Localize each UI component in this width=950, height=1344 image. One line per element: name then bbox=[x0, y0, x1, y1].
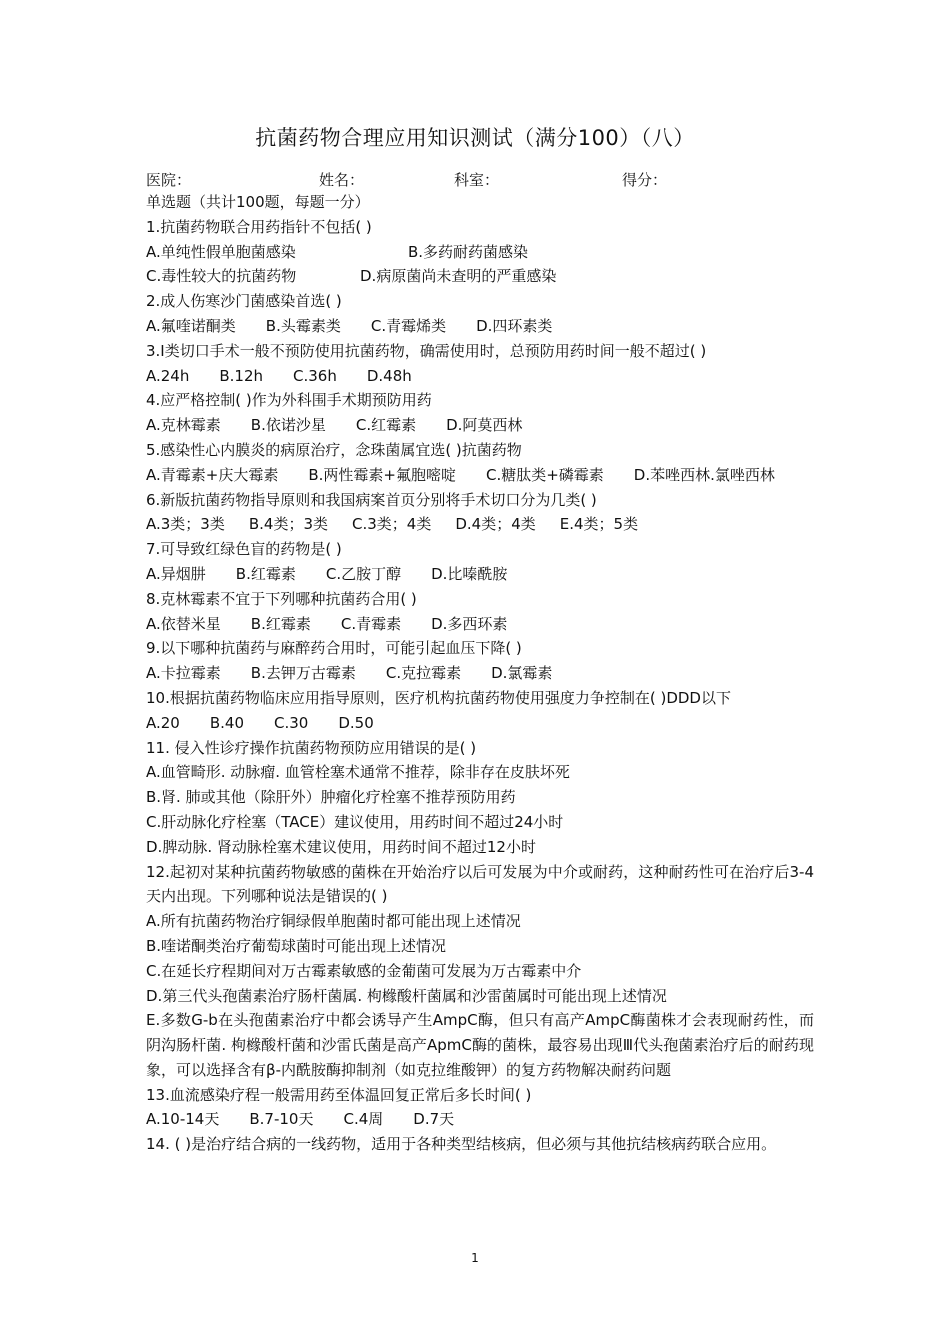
option: A.10-14天 bbox=[146, 1110, 220, 1129]
option: E.4类；5类 bbox=[559, 515, 639, 534]
question-5: 5.感染性心内膜炎的病原治疗，念珠菌属宜选( )抗菌药物 bbox=[146, 440, 522, 459]
option: C.4周 bbox=[343, 1110, 384, 1129]
question-2-options bbox=[146, 314, 814, 339]
question-12-option-a: A.所有抗菌药物治疗铜绿假单胞菌时都可能出现上述情况 bbox=[146, 912, 521, 931]
option: D.7天 bbox=[413, 1110, 455, 1129]
option: D.苯唑西林.氯唑西林 bbox=[633, 465, 775, 484]
question-12-option-b: B.喹诺酮类治疗葡萄球菌时可能出现上述情况 bbox=[146, 936, 447, 955]
question-10: 10.根据抗菌药物临床应用指导原则，医疗机构抗菌药物使用强度力争控制在( )DDD以下 bbox=[146, 688, 731, 707]
question-11-option-a: A.血管畸形. 动脉瘤. 血管栓塞术通常不推荐，除非存在皮肤坏死 bbox=[146, 763, 570, 782]
question-11-option-c: C.肝动脉化疗栓塞（TACE）建议使用，用药时间不超过24小时 bbox=[146, 812, 564, 831]
option: A.克林霉素 bbox=[146, 416, 221, 435]
option: A.单纯性假单胞菌感染 bbox=[146, 242, 296, 261]
option: B.40 bbox=[209, 713, 245, 732]
question-1-options-row2 bbox=[146, 264, 814, 289]
question-12-option-d: D.第三代头孢菌素治疗肠杆菌属. 枸橼酸杆菌属和沙雷菌属时可能出现上述情况 bbox=[146, 986, 667, 1005]
question-12-option-c: C.在延长疗程期间对万古霉素敏感的金葡菌可发展为万古霉素中介 bbox=[146, 961, 582, 980]
option: B.4类；3类 bbox=[248, 515, 329, 534]
question-1-options-row1 bbox=[146, 240, 814, 265]
question-3: 3.Ⅰ类切口手术一般不预防使用抗菌药物，确需使用时，总预防用药时间一般不超过( ) bbox=[146, 341, 707, 360]
option: D.多西环素 bbox=[431, 614, 508, 633]
option: A.青霉素+庆大霉素 bbox=[146, 465, 279, 484]
option: D.比嗪酰胺 bbox=[431, 564, 508, 583]
question-13-options bbox=[146, 1107, 814, 1132]
question-4-options bbox=[146, 413, 814, 438]
question-6: 6.新版抗菌药物指导原则和我国病案首页分别将手术切口分为几类( ) bbox=[146, 490, 597, 509]
option: D.氯霉素 bbox=[491, 664, 553, 683]
question-12-option-e: E.多数G-b在头孢菌素治疗中都会诱导产生AmpC酶，但只有高产AmpC酶菌株才会表现耐药性，而阴沟肠杆菌. 枸橼酸杆菌和沙雷氏菌是高产ApmC酶的菌株，最容易出现Ⅲ代头孢菌素治疗后的耐药现象，可以选择含有β-内酰胺酶抑制剂（如克拉维酸钾）的复方药物解决耐药问题 bbox=[146, 1011, 814, 1079]
option: D.病原菌尚未查明的严重感染 bbox=[360, 267, 557, 286]
question-list bbox=[146, 190, 814, 1157]
option: D.50 bbox=[338, 713, 374, 732]
question-9: 9.以下哪种抗菌药与麻醉药合用时，可能引起血压下降( ) bbox=[146, 639, 522, 658]
question-11-option-d: D.脾动脉. 肾动脉栓塞术建议使用，用药时间不超过12小时 bbox=[146, 837, 536, 856]
option: A.卡拉霉素 bbox=[146, 664, 221, 683]
question-11-option-b: B.肾. 肺或其他（除肝外）肿瘤化疗栓塞不推荐预防用药 bbox=[146, 788, 516, 807]
hospital-field: 医院： bbox=[146, 171, 192, 189]
question-11: 11. 侵入性诊疗操作抗菌药物预防应用错误的是( ) bbox=[146, 738, 477, 757]
option: C.36h bbox=[293, 366, 337, 385]
option: B.两性霉素+氟胞嘧啶 bbox=[308, 465, 456, 484]
question-10-options bbox=[146, 711, 814, 736]
option: C.乙胺丁醇 bbox=[325, 564, 402, 583]
question-2: 2.成人伤寒沙门菌感染首选( ) bbox=[146, 292, 342, 311]
option: C.青霉素 bbox=[340, 614, 402, 633]
question-5-options bbox=[146, 463, 814, 488]
question-13: 13.血流感染疗程一般需用药至体温回复正常后多长时间( ) bbox=[146, 1085, 532, 1104]
option: B.12h bbox=[219, 366, 264, 385]
option: C.红霉素 bbox=[355, 416, 417, 435]
department-field: 科室： bbox=[454, 171, 500, 189]
question-1: 1.抗菌药物联合用药指针不包括( ) bbox=[146, 217, 372, 236]
option: A.氟喹诺酮类 bbox=[146, 316, 236, 335]
option: C.糖肽类+磷霉素 bbox=[485, 465, 604, 484]
option: B.去钾万古霉素 bbox=[250, 664, 356, 683]
option: A.依替米星 bbox=[146, 614, 221, 633]
option: B.依诺沙星 bbox=[250, 416, 326, 435]
option: A.24h bbox=[146, 366, 190, 385]
question-7: 7.可导致红绿色盲的药物是( ) bbox=[146, 540, 342, 559]
option: B.头霉素类 bbox=[265, 316, 341, 335]
question-7-options bbox=[146, 562, 814, 587]
option: C.克拉霉素 bbox=[385, 664, 462, 683]
page-number: 1 bbox=[471, 1251, 479, 1265]
option: D.48h bbox=[366, 366, 412, 385]
question-4: 4.应严格控制( )作为外科围手术期预防用药 bbox=[146, 391, 432, 410]
option: C.青霉烯类 bbox=[370, 316, 447, 335]
option: D.4类；4类 bbox=[455, 515, 536, 534]
option: B.多药耐药菌感染 bbox=[408, 242, 529, 261]
question-8-options bbox=[146, 612, 814, 637]
score-field: 得分： bbox=[622, 171, 668, 189]
form-header bbox=[146, 169, 846, 189]
question-14: 14. ( )是治疗结合病的一线药物，适用于各种类型结核病，但必须与其他抗结核病药联合应用。 bbox=[146, 1135, 777, 1154]
page-title: 抗菌药物合理应用知识测试（满分100）（八） bbox=[255, 126, 695, 150]
option: A.20 bbox=[146, 713, 180, 732]
option: C.30 bbox=[274, 713, 309, 732]
question-6-options bbox=[146, 512, 814, 537]
option: B.红霉素 bbox=[250, 614, 311, 633]
option: B.红霉素 bbox=[235, 564, 296, 583]
option: C.毒性较大的抗菌药物 bbox=[146, 267, 297, 286]
option: D.阿莫西林 bbox=[446, 416, 523, 435]
option: A.3类；3类 bbox=[146, 515, 225, 534]
option: C.3类；4类 bbox=[352, 515, 432, 534]
name-field: 姓名： bbox=[319, 171, 365, 189]
question-8: 8.克林霉素不宜于下列哪种抗菌药合用( ) bbox=[146, 589, 417, 608]
option: D.四环素类 bbox=[476, 316, 553, 335]
section-heading: 单选题（共计100题，每题一分） bbox=[146, 193, 370, 211]
question-12: 12.起初对某种抗菌药物敏感的菌株在开始治疗以后可发展为中介或耐药，这种耐药性可在治疗后3-4天内出现。下列哪种说法是错误的( ) bbox=[146, 862, 814, 906]
question-3-options bbox=[146, 364, 814, 389]
option: A.异烟肼 bbox=[146, 564, 206, 583]
question-9-options bbox=[146, 661, 814, 686]
option: B.7-10天 bbox=[249, 1110, 314, 1129]
